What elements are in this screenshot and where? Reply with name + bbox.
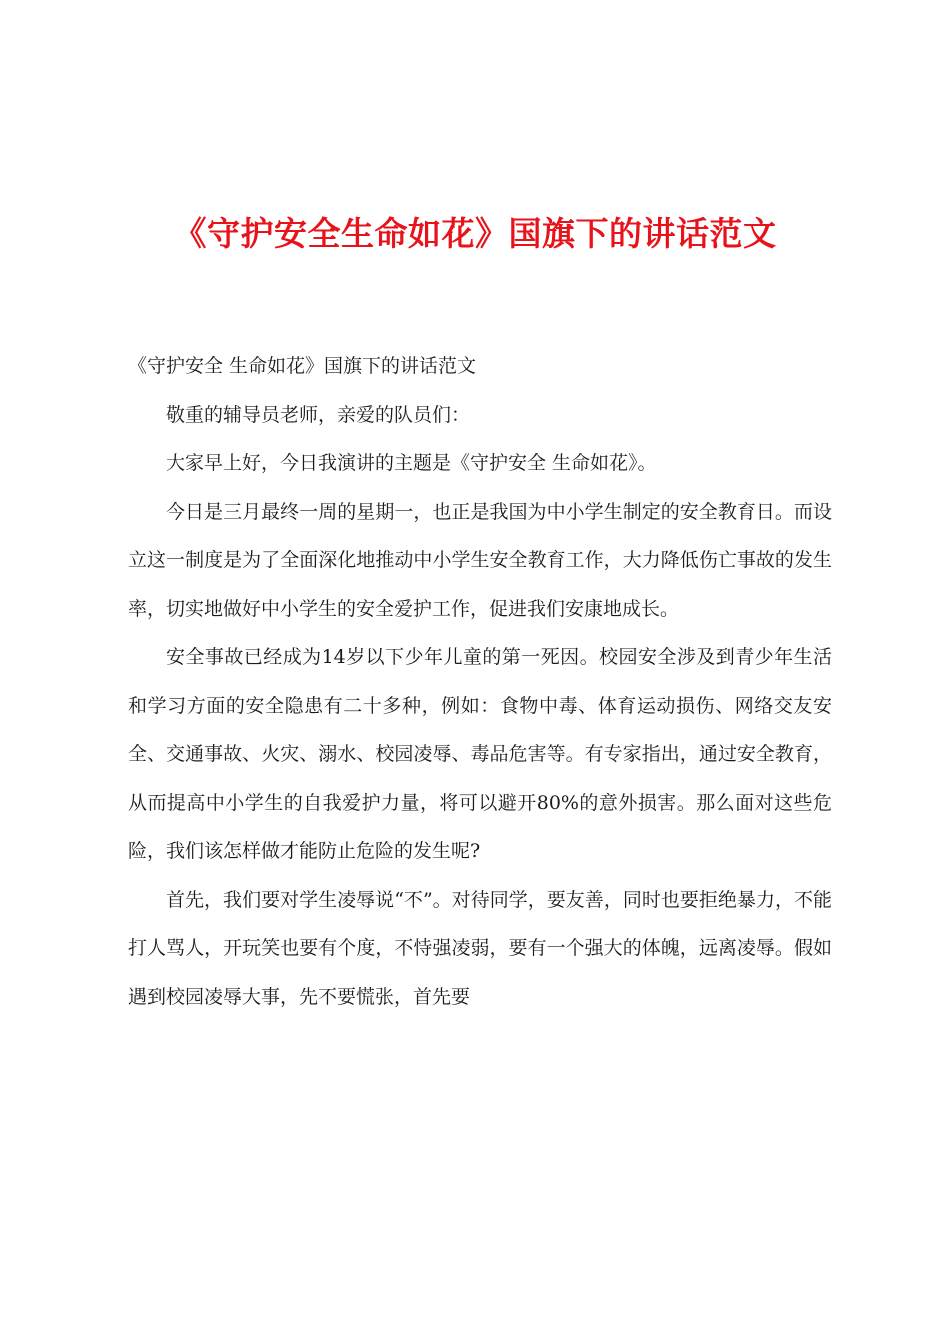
paragraph-safety-risks: 安全事故已经成为14岁以下少年儿童的第一死因。校园安全涉及到青少年生活和学习方面的安全隐患有二十多种，例如：食物中毒、体育运动损伤、网络交友安全、交通事故、火灾、溺水、校园凌辱、毒品危害等。有专家指出，通过安全教育，从而提高中小学生的自我爱护力量，将可以避开80%的意外损害。那么面对这些危险，我们该怎样做才能防止危险的发生呢? — [128, 646, 832, 862]
document-body — [128, 342, 832, 1021]
paragraph-salutation: 敬重的辅导员老师，亲爱的队员们： — [166, 403, 471, 426]
paragraph-bullying: 首先，我们要对学生凌辱说“不”。对待同学，要友善，同时也要拒绝暴力，不能打人骂人，开玩笑也要有个度，不恃强凌弱，要有一个强大的体魄，远离凌辱。假如遇到校园凌辱大事，先不要慌张，首先要 — [128, 888, 832, 1008]
paragraph-subtitle: 《守护安全 生命如花》国旗下的讲话范文 — [128, 355, 477, 377]
paragraph-greeting: 大家早上好，今日我演讲的主题是《守护安全 生命如花》。 — [166, 452, 657, 474]
document-title: 《守护安全生命如花》国旗下的讲话范文 — [173, 214, 777, 253]
paragraph-safety-day: 今日是三月最终一周的星期一，也正是我国为中小学生制定的安全教育日。而设立这一制度是为了全面深化地推动中小学生安全教育工作，大力降低伤亡事故的发生率，切实地做好中小学生的安全爱护工作，促进我们安康地成长。 — [128, 500, 832, 620]
